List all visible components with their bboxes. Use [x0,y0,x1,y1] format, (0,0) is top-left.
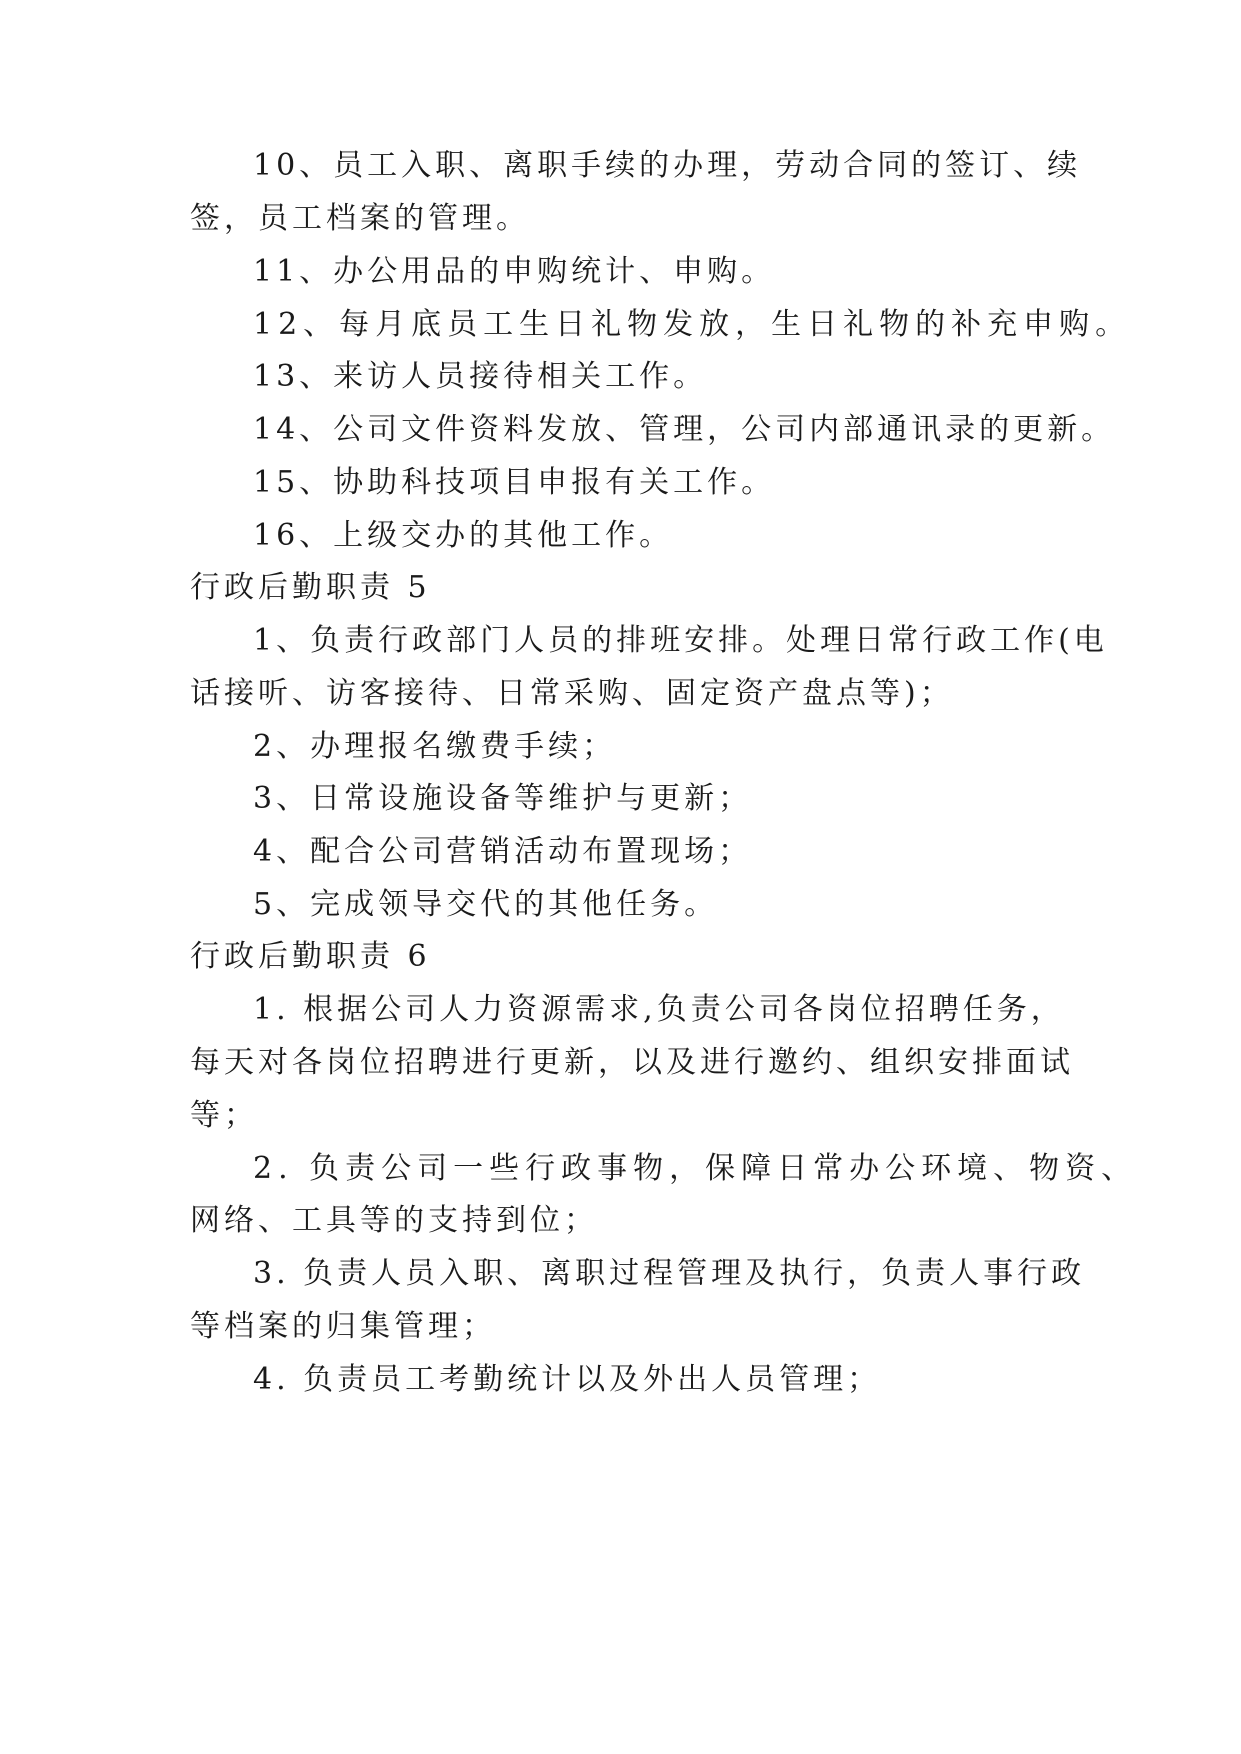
s6-item-2-line-1: 2. 负责公司一些行政事物，保障日常办公环境、物资、 [253,1151,1138,1186]
item-12: 12、每月底员工生日礼物发放，生日礼物的补充申购。 [253,307,1132,342]
item-15: 15、协助科技项目申报有关工作。 [253,465,776,500]
s6-item-3-line-2: 等档案的归集管理； [190,1309,496,1344]
s5-item-1-line-2: 话接听、访客接待、日常采购、固定资产盘点等)； [190,676,954,711]
s6-item-1-line-1: 1. 根据公司人力资源需求,负责公司各岗位招聘任务， [253,992,1065,1027]
item-16: 16、上级交办的其他工作。 [253,518,674,553]
item-11: 11、办公用品的申购统计、申购。 [253,254,776,289]
section-6-heading: 行政后勤职责 6 [190,939,431,974]
s5-item-5: 5、完成领导交代的其他任务。 [253,887,719,922]
s5-item-1-line-1: 1、负责行政部门人员的排班安排。处理日常行政工作(电 [253,623,1108,658]
s6-item-1-line-2: 每天对各岗位招聘进行更新，以及进行邀约、组织安排面试 [190,1045,1074,1080]
item-14: 14、公司文件资料发放、管理，公司内部通讯录的更新。 [253,412,1116,447]
item-10-line-1: 10、员工入职、离职手续的办理，劳动合同的签订、续 [253,148,1082,183]
s6-item-1-line-3: 等； [190,1098,258,1133]
s5-item-3: 3、日常设施设备等维护与更新； [253,781,753,816]
section-5-heading: 行政后勤职责 5 [190,570,431,605]
s6-item-3-line-1: 3. 负责人员入职、离职过程管理及执行，负责人事行政 [253,1256,1086,1291]
s6-item-2-line-2: 网络、工具等的支持到位； [190,1203,598,1238]
s6-item-4: 4. 负责员工考勤统计以及外出人员管理； [253,1362,882,1397]
s5-item-4: 4、配合公司营销活动布置现场； [253,834,753,869]
item-13: 13、来访人员接待相关工作。 [253,359,708,394]
s5-item-2: 2、办理报名缴费手续； [253,729,617,764]
item-10-line-2: 签，员工档案的管理。 [190,201,530,236]
